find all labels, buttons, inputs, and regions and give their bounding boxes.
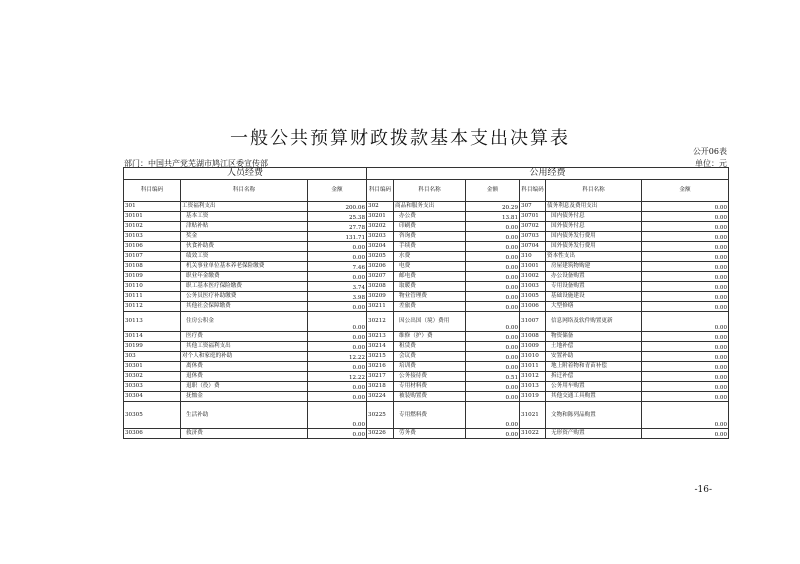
account-code: 31009 [520, 342, 546, 352]
amount: 0.00 [308, 242, 367, 252]
account-code: 30201 [367, 212, 394, 222]
account-name: 工资福利支出 [181, 202, 308, 212]
account-code: 31003 [520, 282, 546, 292]
amount: 0.00 [466, 302, 520, 312]
amount: 0.00 [642, 302, 729, 312]
account-code: 307 [520, 202, 546, 212]
table-row [124, 429, 729, 439]
account-name: 无形资产购置 [546, 429, 642, 439]
account-name: 土地补偿 [546, 342, 642, 352]
table-row [124, 352, 729, 362]
account-code: 30303 [124, 382, 181, 392]
amount: 0.00 [308, 429, 367, 439]
account-name: 国内债务付息 [546, 212, 642, 222]
account-code: 30204 [367, 242, 394, 252]
amount: 0.00 [642, 232, 729, 242]
amount: 0.00 [466, 392, 520, 402]
department-label: 部门：中国共产党芜湖市鸠江区委宣传部 [124, 159, 268, 168]
table-row [124, 252, 729, 262]
amount: 0.51 [466, 372, 520, 382]
account-code: 303 [124, 352, 181, 362]
account-code: 30217 [367, 372, 394, 382]
account-name: 专用燃料费 [394, 402, 466, 429]
amount: 0.00 [466, 252, 520, 262]
account-name: 国外债务发行费用 [546, 242, 642, 252]
account-name: 国外债务付息 [546, 222, 642, 232]
table-row [124, 262, 729, 272]
account-name: 债务利息及费用支出 [546, 202, 642, 212]
account-code: 30306 [124, 429, 181, 439]
account-code: 30215 [367, 352, 394, 362]
amount: 0.00 [642, 252, 729, 262]
amount: 0.00 [308, 342, 367, 352]
table-row [124, 222, 729, 232]
account-name: 大型修缮 [546, 302, 642, 312]
amount: 0.00 [642, 212, 729, 222]
amount: 0.00 [308, 312, 367, 332]
account-name: 因公出国（境）费用 [394, 312, 466, 332]
amount: 27.78 [308, 222, 367, 232]
header-amount: 金额 [466, 180, 520, 202]
amount: 0.00 [642, 402, 729, 429]
account-code: 30203 [367, 232, 394, 242]
amount: 0.00 [466, 382, 520, 392]
amount: 25.38 [308, 212, 367, 222]
account-code: 30207 [367, 272, 394, 282]
amount: 0.00 [466, 222, 520, 232]
account-code: 31010 [520, 352, 546, 362]
account-code: 30199 [124, 342, 181, 352]
account-code: 31005 [520, 292, 546, 302]
account-code: 30302 [124, 372, 181, 382]
table-row [124, 272, 729, 282]
account-name: 生活补助 [181, 402, 308, 429]
table-row [124, 312, 729, 332]
amount: 0.00 [308, 302, 367, 312]
account-code: 30208 [367, 282, 394, 292]
amount: 0.00 [642, 292, 729, 302]
account-name: 职业年金缴费 [181, 272, 308, 282]
amount: 0.00 [308, 402, 367, 429]
account-code: 30216 [367, 362, 394, 372]
account-name: 津贴补贴 [181, 222, 308, 232]
account-name: 文物和陈列品购置 [546, 402, 642, 429]
account-name: 救济费 [181, 429, 308, 439]
account-code: 30209 [367, 292, 394, 302]
account-name: 伙食补助费 [181, 242, 308, 252]
amount: 0.00 [642, 272, 729, 282]
amount: 0.00 [642, 372, 729, 382]
account-code: 301 [124, 202, 181, 212]
table-row [124, 242, 729, 252]
account-name: 物资储备 [546, 332, 642, 342]
account-name: 地上附着物和青苗补偿 [546, 362, 642, 372]
amount: 0.00 [308, 252, 367, 262]
account-code: 30218 [367, 382, 394, 392]
account-code: 30212 [367, 312, 394, 332]
header-amount: 金额 [642, 180, 729, 202]
section-public: 公用经费 [367, 168, 729, 180]
header-name: 科目名称 [181, 180, 308, 202]
account-code: 30111 [124, 292, 181, 302]
amount: 0.00 [466, 242, 520, 252]
account-code: 30114 [124, 332, 181, 342]
amount: 0.00 [308, 332, 367, 342]
amount: 0.00 [466, 402, 520, 429]
account-name: 退休费 [181, 372, 308, 382]
amount: 0.00 [642, 342, 729, 352]
amount: 0.00 [642, 352, 729, 362]
amount: 0.00 [642, 242, 729, 252]
amount: 0.00 [642, 382, 729, 392]
amount: 0.00 [308, 272, 367, 282]
amount: 0.00 [308, 392, 367, 402]
expenditure-table [123, 167, 729, 439]
account-code: 30226 [367, 429, 394, 439]
account-code: 30214 [367, 342, 394, 352]
account-code: 31012 [520, 372, 546, 382]
account-code: 30102 [124, 222, 181, 232]
table-row [124, 302, 729, 312]
amount: 0.00 [642, 222, 729, 232]
account-code: 30101 [124, 212, 181, 222]
account-code: 30108 [124, 262, 181, 272]
account-code: 30704 [520, 242, 546, 252]
account-code: 30110 [124, 282, 181, 292]
account-code: 30205 [367, 252, 394, 262]
amount: 0.00 [642, 262, 729, 272]
amount: 3.98 [308, 292, 367, 302]
account-code: 31006 [520, 302, 546, 312]
account-name: 物业管理费 [394, 292, 466, 302]
account-code: 30301 [124, 362, 181, 372]
account-code: 30225 [367, 402, 394, 429]
account-code: 302 [367, 202, 394, 212]
account-name: 其他工资福利支出 [181, 342, 308, 352]
account-code: 30224 [367, 392, 394, 402]
account-name: 安置补助 [546, 352, 642, 362]
account-name: 被装购置费 [394, 392, 466, 402]
unit-label: 单位：元 [695, 159, 727, 168]
amount: 131.71 [308, 232, 367, 242]
table-row [124, 292, 729, 302]
account-code: 31019 [520, 392, 546, 402]
amount: 0.00 [466, 232, 520, 242]
account-code: 30304 [124, 392, 181, 402]
account-name: 住房公积金 [181, 312, 308, 332]
account-name: 其他社会保障缴费 [181, 302, 308, 312]
amount: 13.81 [466, 212, 520, 222]
amount: 200.06 [308, 202, 367, 212]
amount: 0.00 [466, 262, 520, 272]
amount: 0.00 [466, 332, 520, 342]
account-name: 职工基本医疗保险缴费 [181, 282, 308, 292]
amount: 0.00 [466, 342, 520, 352]
account-name: 办公设备购置 [546, 272, 642, 282]
amount: 0.00 [466, 362, 520, 372]
table-row [124, 402, 729, 429]
account-code: 31021 [520, 402, 546, 429]
account-name: 印刷费 [394, 222, 466, 232]
account-name: 国内债务发行费用 [546, 232, 642, 242]
report-code: 公开06表 [692, 147, 727, 156]
account-code: 31007 [520, 312, 546, 332]
amount: 0.00 [642, 429, 729, 439]
amount: 3.74 [308, 282, 367, 292]
table-row [124, 202, 729, 212]
header-code: 科目编码 [124, 180, 181, 202]
account-code: 30106 [124, 242, 181, 252]
amount: 0.00 [642, 392, 729, 402]
section-personnel: 人员经费 [124, 168, 367, 180]
account-code: 31001 [520, 262, 546, 272]
account-code: 31008 [520, 332, 546, 342]
account-code: 30703 [520, 232, 546, 242]
account-name: 房屋建筑物购建 [546, 262, 642, 272]
table-row [124, 362, 729, 372]
account-code: 30202 [367, 222, 394, 232]
table-row [124, 392, 729, 402]
account-name: 水费 [394, 252, 466, 262]
amount: 0.00 [642, 312, 729, 332]
account-name: 手续费 [394, 242, 466, 252]
account-name: 公务接待费 [394, 372, 466, 382]
header-code: 科目编码 [367, 180, 394, 202]
table-row [124, 372, 729, 382]
account-code: 30211 [367, 302, 394, 312]
amount: 0.00 [466, 292, 520, 302]
account-code: 30702 [520, 222, 546, 232]
account-code: 30701 [520, 212, 546, 222]
account-name: 咨询费 [394, 232, 466, 242]
account-code: 31011 [520, 362, 546, 372]
account-code: 31013 [520, 382, 546, 392]
account-name: 机关事业单位基本养老保险缴费 [181, 262, 308, 272]
amount: 12.22 [308, 372, 367, 382]
account-name: 公务用车购置 [546, 382, 642, 392]
amount: 7.46 [308, 262, 367, 272]
account-name: 对个人和家庭的补助 [181, 352, 308, 362]
table-row [124, 232, 729, 242]
table-row [124, 332, 729, 342]
account-code: 31022 [520, 429, 546, 439]
account-name: 取暖费 [394, 282, 466, 292]
account-code: 30103 [124, 232, 181, 242]
amount: 0.00 [642, 282, 729, 292]
account-name: 专用设备购置 [546, 282, 642, 292]
amount: 0.00 [308, 362, 367, 372]
account-name: 基本工资 [181, 212, 308, 222]
amount: 0.00 [466, 282, 520, 292]
page-number: -16- [694, 485, 712, 495]
account-name: 拆迁补偿 [546, 372, 642, 382]
amount: 12.22 [308, 352, 367, 362]
account-name: 培训费 [394, 362, 466, 372]
account-name: 其他交通工具购置 [546, 392, 642, 402]
account-name: 基础设施建设 [546, 292, 642, 302]
table-row [124, 382, 729, 392]
account-name: 公务员医疗补助缴费 [181, 292, 308, 302]
account-name: 维修（护）费 [394, 332, 466, 342]
header-name: 科目名称 [546, 180, 642, 202]
account-code: 30107 [124, 252, 181, 262]
account-name: 信息网络及软件购置更新 [546, 312, 642, 332]
amount: 0.00 [466, 312, 520, 332]
amount: 20.29 [466, 202, 520, 212]
account-code: 310 [520, 252, 546, 262]
account-name: 商品和服务支出 [394, 202, 466, 212]
amount: 0.00 [642, 332, 729, 342]
amount: 0.00 [642, 202, 729, 212]
account-name: 会议费 [394, 352, 466, 362]
amount: 0.00 [466, 352, 520, 362]
account-code: 30213 [367, 332, 394, 342]
account-name: 医疗费 [181, 332, 308, 342]
account-name: 专用材料费 [394, 382, 466, 392]
header-amount: 金额 [308, 180, 367, 202]
table-row [124, 212, 729, 222]
account-name: 劳务费 [394, 429, 466, 439]
account-name: 资本性支出 [546, 252, 642, 262]
amount: 0.00 [642, 362, 729, 372]
header-name: 科目名称 [394, 180, 466, 202]
account-name: 奖金 [181, 232, 308, 242]
account-name: 差旅费 [394, 302, 466, 312]
table-row [124, 282, 729, 292]
account-code: 30305 [124, 402, 181, 429]
account-name: 离休费 [181, 362, 308, 372]
account-name: 租赁费 [394, 342, 466, 352]
account-name: 退职（役）费 [181, 382, 308, 392]
account-code: 30206 [367, 262, 394, 272]
account-code: 31002 [520, 272, 546, 282]
table-row [124, 342, 729, 352]
header-code: 科目编码 [520, 180, 546, 202]
account-code: 30112 [124, 302, 181, 312]
account-name: 抚恤金 [181, 392, 308, 402]
account-code: 30113 [124, 312, 181, 332]
amount: 0.00 [466, 429, 520, 439]
account-code: 30109 [124, 272, 181, 282]
report-title: 一般公共预算财政拨款基本支出决算表 [230, 128, 570, 149]
amount: 0.00 [308, 382, 367, 392]
account-name: 邮电费 [394, 272, 466, 282]
account-name: 绩效工资 [181, 252, 308, 262]
account-name: 电费 [394, 262, 466, 272]
account-name: 办公费 [394, 212, 466, 222]
amount: 0.00 [466, 272, 520, 282]
